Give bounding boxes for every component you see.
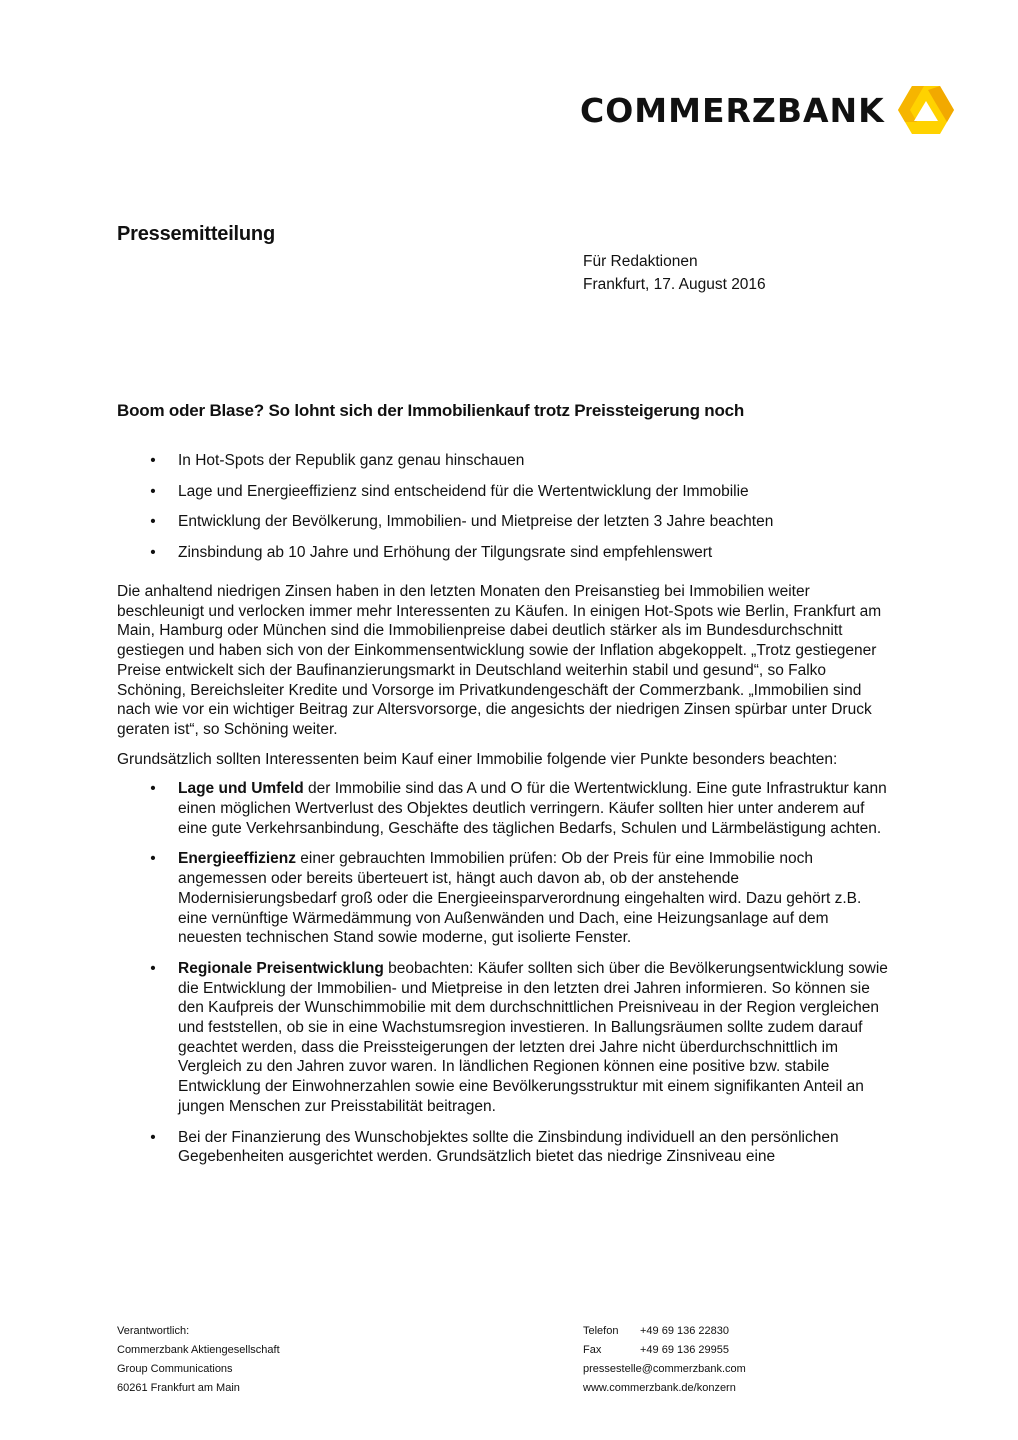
phone-number: +49 69 136 22830 (640, 1325, 730, 1337)
summary-bullet-text: Zinsbindung ab 10 Jahre und Erhöhung der Tilgungsrate sind empfehlenswert (178, 543, 713, 561)
place-date-line: Frankfurt, 17. August 2016 (583, 276, 766, 293)
point-title: Lage und Umfeld (178, 780, 304, 798)
footer-fax-row (583, 1341, 746, 1360)
summary-bullet (117, 511, 877, 542)
fax-number: +49 69 136 29955 (640, 1344, 730, 1356)
lead-in-paragraph: Grundsätzlich sollten Interessenten beim Kauf einer Immobilie folgende vier Punkte besonders beachten: (117, 750, 838, 768)
summary-bullet-text: Lage und Energieeffizienz sind entscheidend für die Wertentwicklung der Immobilie (178, 482, 749, 500)
bullet-icon: • (150, 452, 156, 469)
footer-address: 60261 Frankfurt am Main (117, 1382, 240, 1394)
bullet-icon: • (150, 780, 156, 798)
bullet-icon: • (150, 513, 156, 530)
point-item (117, 959, 892, 1117)
website-link[interactable]: www.commerzbank.de/konzern (583, 1382, 736, 1394)
footer-phone-row (583, 1322, 746, 1341)
bullet-icon: • (150, 1128, 156, 1146)
point-item (117, 849, 892, 948)
footer-responsible (117, 1322, 280, 1398)
point-item (117, 1128, 892, 1167)
headline: Boom oder Blase? So lohnt sich der Immobilienkauf trotz Preissteigerung noch (117, 401, 745, 420)
fax-label: Fax (583, 1344, 602, 1356)
summary-bullet (117, 542, 877, 573)
point-text: einer gebrauchten Immobilien prüfen: Ob der Preis für eine Immobilie noch angemessen oder bereits überteuert ist, hängt auch davon ab, ob der anstehende Modernisierungsbedarf groß oder die Energieeinsparverordnung eingehalten wird. Dazu gehört z.B. eine vernünftige Wärmedämmung von Außenwänden und Dach, eine Heizungsanlage auf dem neuesten technischen Stand sowie moderne, gut isolierte Fenster. (178, 850, 862, 947)
point-item (117, 779, 892, 838)
point-title: Regionale Preisentwicklung (178, 959, 384, 977)
footer-company: Commerzbank Aktiengesellschaft (117, 1344, 280, 1356)
summary-bullet-text: In Hot-Spots der Republik ganz genau hinschauen (178, 452, 525, 469)
bullet-icon: • (150, 543, 156, 561)
point-text: beobachten: Käufer sollten sich über die Bevölkerungsentwicklung sowie die Entwicklung der Immobilien- und Mietpreise in den letzten drei Jahren informieren. So können sie den Kaufpreis der Wunschimmobilie mit dem durchschnittlichen Preisniveau in der Region vergleichen und feststellen, ob sie in eine Wachstumsregion investieren. In Ballungsräumen sollte zudem darauf geachtet werden, dass die Preissteigerungen der letzten drei Jahre nicht überdurchschnittlich im Vergleich zu den Jahren zuvor waren. In ländlichen Regionen können eine positive bzw. stabile Entwicklung der Einwohnerzahlen sowie eine Bevölkerungsstruktur mit einem signifikanten Anteil an jungen Menschen zur Preisstabilität beitragen. (178, 959, 888, 1115)
body-text (117, 582, 892, 1178)
summary-bullet-list (117, 450, 877, 572)
bullet-icon: • (150, 959, 156, 977)
footer-department: Group Communications (117, 1363, 233, 1375)
summary-bullet (117, 450, 877, 481)
point-text: der Immobilie sind das A und O für die Wertentwicklung. Eine gute Infrastruktur kann einen möglichen Wertverlust des Objektes deutlich verringern. Käufer sollten hier unter anderem auf eine gute Verkehrsanbindung, Geschäfte des täglichen Bedarfs, Schulen und Lärmbelästigung achten. (178, 780, 887, 837)
page-title: Pressemitteilung (117, 223, 275, 245)
footer-responsible-label: Verantwortlich: (117, 1325, 190, 1337)
summary-bullet-text: Entwicklung der Bevölkerung, Immobilien- und Mietpreise der letzten 3 Jahre beachten (178, 513, 774, 530)
brand-wordmark: COMMERZBANK (580, 90, 885, 130)
audience-line: Für Redaktionen (583, 253, 698, 270)
document-meta (583, 250, 766, 296)
point-text: Bei der Finanzierung des Wunschobjektes sollte die Zinsbindung individuell an den persönlichen Gegebenheiten ausgerichtet werden. Grundsätzlich bietet das niedrige Zinsniveau eine (178, 1128, 839, 1166)
points-list (117, 779, 892, 1167)
commerzbank-ribbon-icon (897, 84, 955, 136)
footer-contact (583, 1322, 746, 1398)
intro-paragraph: Die anhaltend niedrigen Zinsen haben in den letzten Monaten den Preisanstieg bei Immobilien weiter beschleunigt und verlocken immer mehr Interessenten zu Käufen. In einigen Hot-Spots wie Berlin, Frankfurt am Main, Hamburg oder München sind die Immobilienpreise dabei deutlich stärker als im Bundesdurchschnitt gestiegen und haben sich von der Einkommensentwicklung sowie der Inflation abgekoppelt. „Trotz gestiegener Preise entwickelt sich der Baufinanzierungsmarkt in Deutschland weiterhin stabil und gesund“, so Falko Schöning, Bereichsleiter Kredite und Vorsorge im Privatkundengeschäft der Commerzbank. „Immobilien sind nach wie vor ein wichtiger Beitrag zur Altersvorsorge, die angesichts der niedrigen Zinsen spürbar unter Druck geraten ist“, so Schöning weiter. (117, 583, 882, 738)
email-link[interactable]: pressestelle@commerzbank.com (583, 1363, 746, 1375)
phone-label: Telefon (583, 1325, 619, 1337)
bullet-icon: • (150, 482, 156, 500)
point-title: Energieeffizienz (178, 850, 296, 868)
bullet-icon: • (150, 850, 156, 868)
commerzbank-logo (580, 82, 955, 138)
summary-bullet (117, 481, 877, 512)
